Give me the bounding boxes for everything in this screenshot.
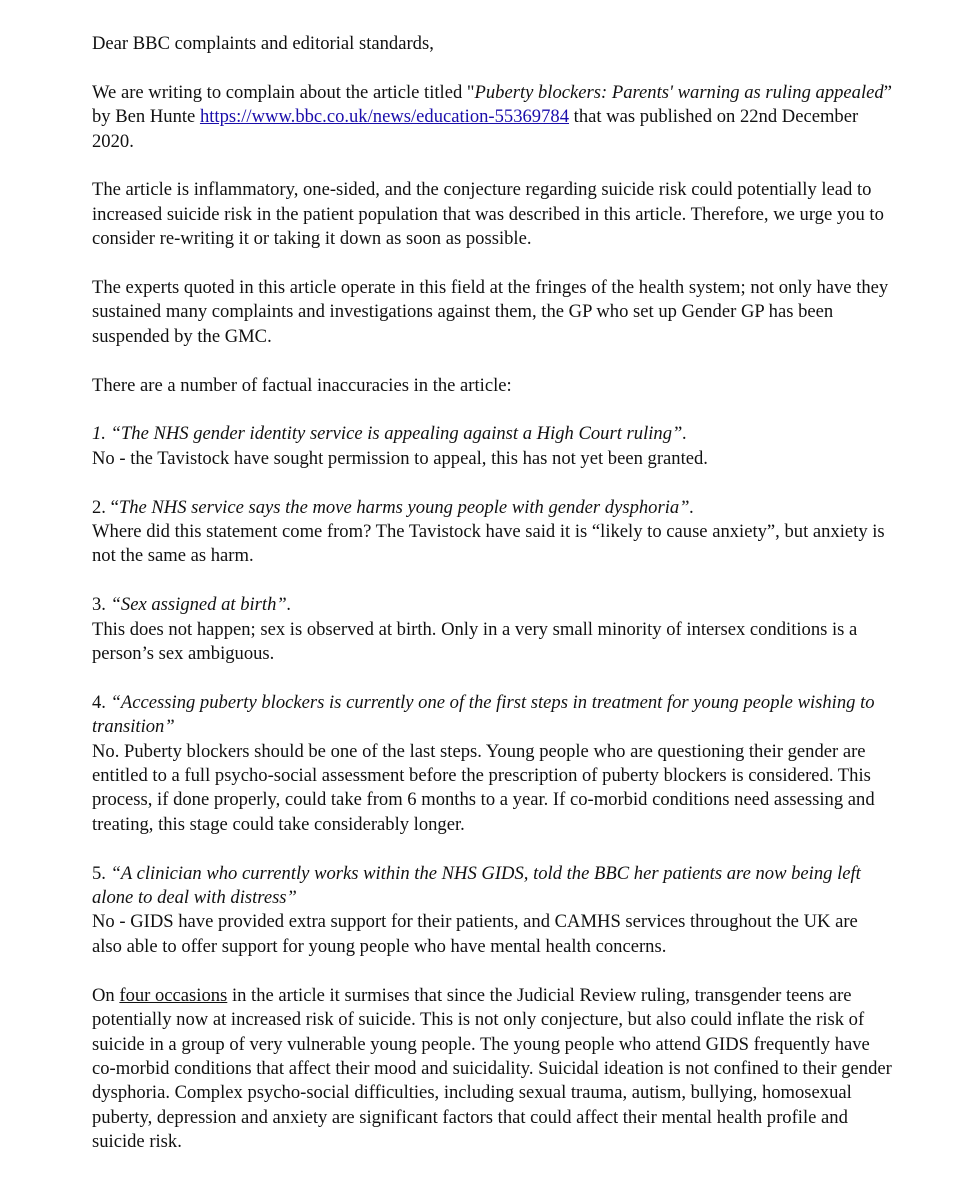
closing-paragraph — [92, 984, 892, 1155]
intro-paragraph — [92, 81, 892, 154]
point-1-response: No - the Tavistock have sought permission to appeal, this has not yet been granted. — [92, 447, 708, 469]
point-2-number: 2. “ — [92, 496, 119, 518]
point-4-claim — [92, 691, 892, 740]
point-1-claim — [92, 422, 892, 446]
experts-paragraph: The experts quoted in this article operate in this field at the fringes of the health system; not only have they sustained many complaints and investigations against them, the GP who set up Gender GP has been suspended by the GMC. — [92, 277, 889, 347]
inaccuracy-point-3 — [92, 593, 892, 666]
inaccuracy-point-5 — [92, 862, 892, 960]
point-3-quote: “Sex assigned at birth”. — [110, 594, 292, 616]
salutation: Dear BBC complaints and editorial standards, — [92, 33, 434, 54]
point-1-quote: “The NHS gender identity service is appealing against a High Court ruling”. — [110, 423, 687, 445]
point-2-quote: The NHS service says the move harms young people with gender dysphoria”. — [118, 496, 695, 518]
point-5-quote: “A clinician who currently works within the NHS GIDS, told the BBC her patients are now being left alone to deal with distress” — [92, 862, 861, 909]
point-3-number: 3. — [92, 594, 111, 616]
point-5-claim — [92, 862, 892, 911]
point-5-response: No - GIDS have provided extra support for their patients, and CAMHS services throughout the UK are also able to offer support for young people who have mental health concerns. — [92, 911, 858, 957]
inaccuracy-point-4 — [92, 691, 892, 837]
point-4-number: 4. — [92, 691, 111, 713]
letter-document — [92, 32, 892, 1179]
article-title: Puberty blockers: Parents' warning as ruling appealed — [474, 81, 884, 103]
article-link[interactable]: https://www.bbc.co.uk/news/education-55369784 — [199, 106, 569, 128]
inflammatory-paragraph: The article is inflammatory, one-sided, and the conjecture regarding suicide risk could potentially lead to increased suicide risk in the patient population that was described in this article. Therefore, we urge you to consider re-writing it or taking it down as soon as possible. — [92, 179, 884, 250]
point-3-response: This does not happen; sex is observed at birth. Only in a very small minority of intersex conditions is a person’s sex ambiguous. — [92, 618, 858, 665]
point-4-response: No. Puberty blockers should be one of the last steps. Young people who are questioning their gender are entitled to a full psycho-social assessment before the prescription of puberty blockers is considered. This process, if done properly, could take from 6 months to a year. If co-morbid conditions need assessing and treating, this stage could take considerably longer. — [92, 740, 875, 835]
intro-lead: We are writing to complain about the article titled " — [92, 81, 475, 103]
intro-tail: that was published on 22nd December 2020. — [92, 106, 859, 152]
point-4-quote: “Accessing puberty blockers is currently one of the first steps in treatment for young people wishing to transition” — [92, 691, 875, 738]
closing-underlined: four occasions — [119, 984, 228, 1006]
point-2-response: Where did this statement come from? The Tavistock have said it is “likely to cause anxiety”, but anxiety is not the same as harm. — [92, 521, 885, 567]
point-5-number: 5. — [92, 862, 111, 884]
point-3-claim — [92, 593, 892, 617]
inaccuracies-intro: There are a number of factual inaccuracies in the article: — [92, 374, 512, 396]
inaccuracy-point-1 — [92, 422, 892, 471]
closing-lead: On — [92, 984, 120, 1006]
inaccuracy-point-2 — [92, 496, 892, 569]
point-1-number: 1. — [92, 423, 111, 445]
point-2-claim — [92, 496, 892, 520]
intro-mid: ” by Ben Hunte — [92, 81, 892, 128]
closing-rest: in the article it surmises that since the Judicial Review ruling, transgender teens are potentially now at increased risk of suicide. This is not only conjecture, but also could inflate the risk of suicide in a group of very vulnerable young people. The young people who attend GIDS frequently have co-morbid conditions that affect their mood and suicidality. Suicidal ideation is not confined to their gender dysphoria. Complex psycho-social difficulties, including sexual trauma, autism, bullying, homosexual puberty, depression and anxiety are significant factors that could affect their mental health profile and suicide risk. — [92, 984, 892, 1153]
